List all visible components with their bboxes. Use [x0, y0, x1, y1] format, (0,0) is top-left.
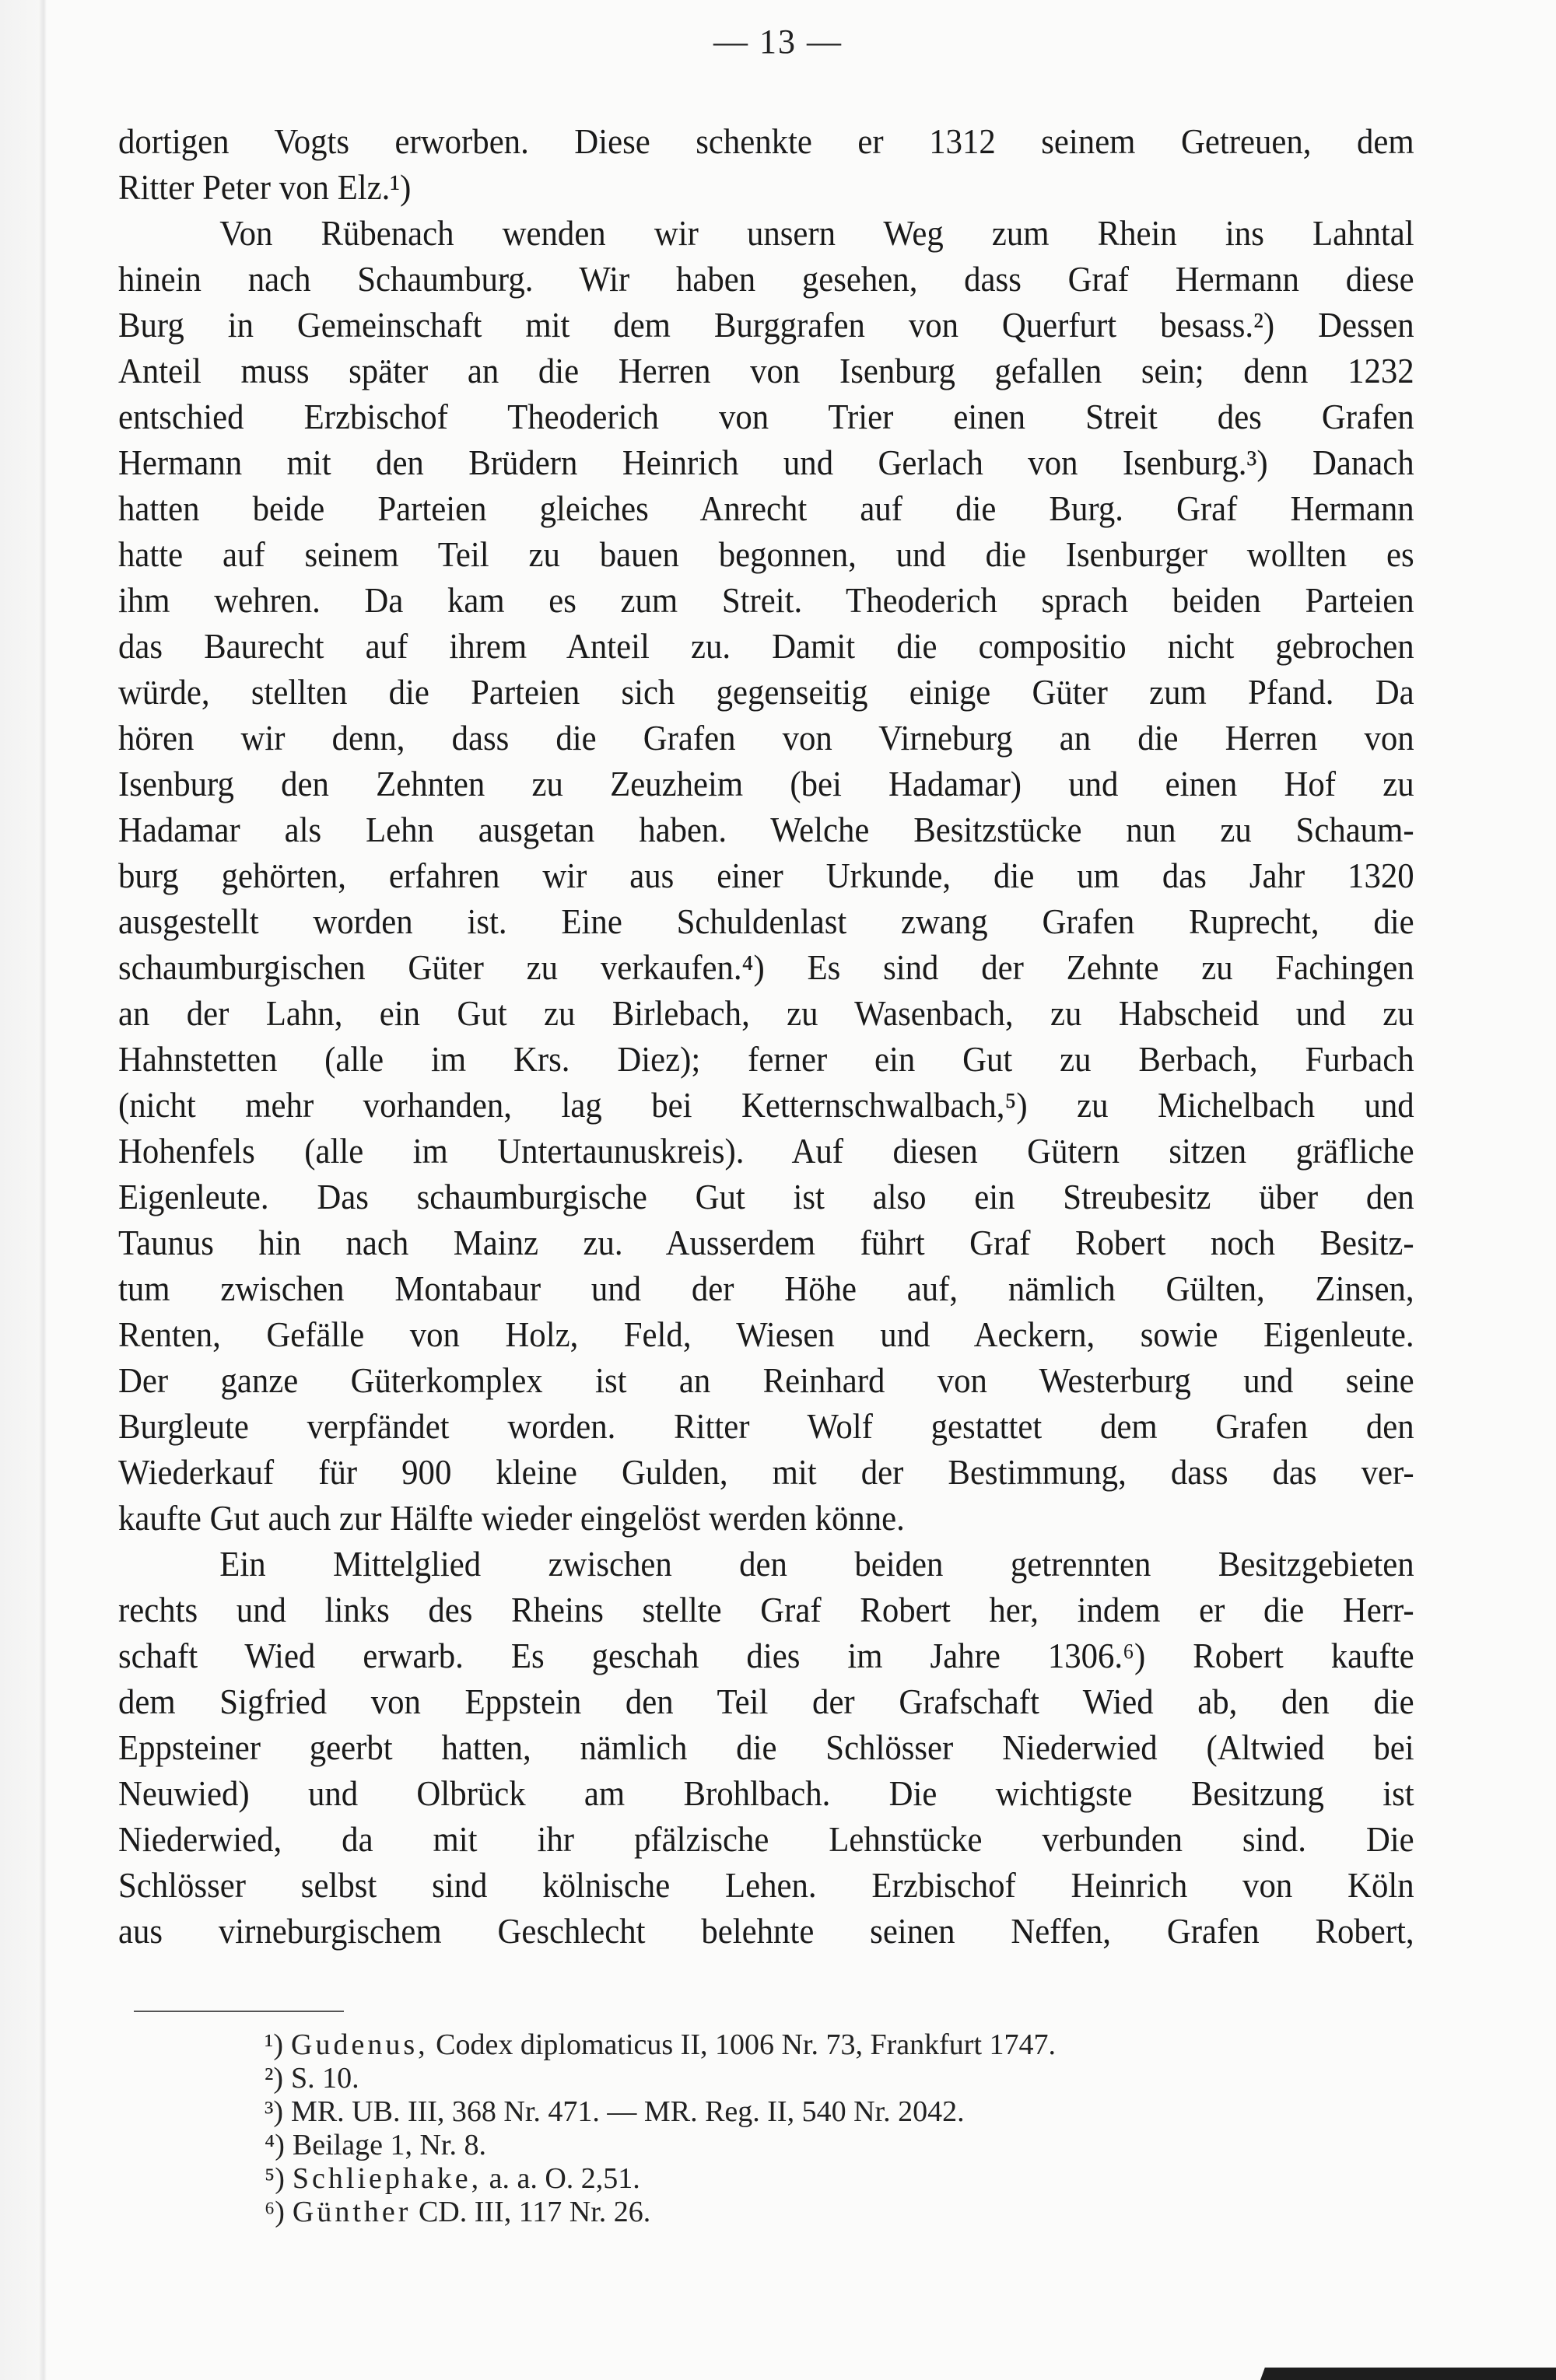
footnote: [265, 2129, 1432, 2162]
scan-shadow-edge: [1260, 2368, 1556, 2380]
text-line: Wiederkauf für 900 kleine Gulden, mit der Bestimmung, dass das ver-: [118, 1452, 1414, 1492]
text-line: Taunus hin nach Mainz zu. Ausserdem führt Graf Robert noch Besitz-: [118, 1223, 1414, 1262]
text-line: hatten beide Parteien gleiches Anrecht auf die Burg. Graf Hermann: [118, 488, 1414, 528]
text-line: Niederwied, da mit ihr pfälzische Lehnstücke verbunden sind. Die: [118, 1819, 1414, 1859]
footnote-text: a. a. O. 2,51.: [482, 2162, 640, 2195]
text-line: burg gehörten, erfahren wir aus einer Urkunde, die um das Jahr 1320: [118, 856, 1414, 895]
text-line: Isenburg den Zehnten zu Zeuzheim (bei Hadamar) und einen Hof zu: [118, 764, 1414, 803]
text-line: Anteil muss später an die Herren von Isenburg gefallen sein; denn 1232: [118, 351, 1414, 390]
footnote-text: Beilage 1, Nr. 8.: [292, 2129, 486, 2161]
footnote-marker: ¹): [265, 2028, 284, 2061]
text-line: hatte auf seinem Teil zu bauen begonnen, und die Isenburger wollten es: [118, 534, 1414, 574]
text-line: würde, stellten die Parteien sich gegenseitig einige Güter zum Pfand. Da: [118, 672, 1414, 712]
text-line: kaufte Gut auch zur Hälfte wieder eingelöst werden könne.: [118, 1498, 905, 1538]
footnote-text: CD. III, 117 Nr. 26.: [411, 2196, 651, 2228]
text-line: Burg in Gemeinschaft mit dem Burggrafen von Querfurt besass.²) Dessen: [118, 305, 1414, 345]
text-line: Burgleute verpfändet worden. Ritter Wolf gestattet dem Grafen den: [118, 1406, 1414, 1446]
text-line: dortigen Vogts erworben. Diese schenkte er 1312 seinem Getreuen, dem: [118, 121, 1414, 161]
text-line: Hohenfels (alle im Untertaunuskreis). Auf diesen Gütern sitzen gräfliche: [118, 1131, 1414, 1171]
text-line: Neuwied) und Olbrück am Brohlbach. Die wichtigste Besitzung ist: [118, 1773, 1414, 1813]
body-text: [118, 118, 1414, 1954]
footnotes: [265, 2028, 1432, 2229]
text-line: Von Rübenach wenden wir unsern Weg zum Rhein ins Lahntal: [219, 213, 1414, 253]
footnote-marker: ³): [265, 2095, 284, 2128]
text-line: Hahnstetten (alle im Krs. Diez); ferner ein Gut zu Berbach, Furbach: [118, 1039, 1414, 1079]
text-line: schaft Wied erwarb. Es geschah dies im Jahre 1306.⁶) Robert kaufte: [118, 1636, 1414, 1675]
footnote-author: Gudenus,: [291, 2028, 429, 2061]
footnote-marker: ⁶): [265, 2196, 285, 2228]
text-line: Hadamar als Lehn ausgetan haben. Welche Besitzstücke nun zu Schaum-: [118, 810, 1414, 849]
footnote-author: Günther: [292, 2196, 412, 2228]
footnote: [265, 2062, 1432, 2095]
text-line: Der ganze Güterkomplex ist an Reinhard von Westerburg und seine: [118, 1360, 1414, 1400]
footnote-text: MR. UB. III, 368 Nr. 471. — MR. Reg. II, 540 Nr. 2042.: [291, 2095, 965, 2128]
text-line: Renten, Gefälle von Holz, Feld, Wiesen und Aeckern, sowie Eigenleute.: [118, 1314, 1414, 1354]
text-line: Ritter Peter von Elz.¹): [118, 167, 412, 207]
text-line: aus virneburgischem Geschlecht belehnte seinen Neffen, Grafen Robert,: [118, 1911, 1414, 1951]
footnote-author: Schliephake,: [292, 2162, 482, 2195]
footnote: [265, 2196, 1432, 2229]
footnote: [265, 2162, 1432, 2196]
text-line: Eigenleute. Das schaumburgische Gut ist also ein Streubesitz über den: [118, 1177, 1414, 1216]
page-number: — 13 —: [713, 23, 843, 61]
footnote-marker: ⁵): [265, 2162, 285, 2195]
footnote: [265, 2095, 1432, 2129]
text-line: das Baurecht auf ihrem Anteil zu. Damit die compositio nicht gebrochen: [118, 626, 1414, 666]
footnote-marker: ⁴): [265, 2129, 285, 2161]
text-line: schaumburgischen Güter zu verkaufen.⁴) Es sind der Zehnte zu Fachingen: [118, 947, 1414, 987]
footnote-divider: [134, 2011, 344, 2012]
footnote: [265, 2028, 1432, 2062]
text-line: dem Sigfried von Eppstein den Teil der Grafschaft Wied ab, den die: [118, 1682, 1414, 1721]
text-line: hinein nach Schaumburg. Wir haben gesehen, dass Graf Hermann diese: [118, 259, 1414, 299]
text-line: entschied Erzbischof Theoderich von Trier einen Streit des Grafen: [118, 397, 1414, 436]
text-line: Hermann mit den Brüdern Heinrich und Gerlach von Isenburg.³) Danach: [118, 443, 1414, 482]
text-line: Eppsteiner geerbt hatten, nämlich die Schlösser Niederwied (Altwied bei: [118, 1727, 1414, 1767]
page-gutter-edge: [0, 0, 47, 2380]
text-line: tum zwischen Montabaur und der Höhe auf, nämlich Gülten, Zinsen,: [118, 1269, 1414, 1308]
text-line: ausgestellt worden ist. Eine Schuldenlast zwang Grafen Ruprecht, die: [118, 901, 1414, 941]
text-line: Ein Mittelglied zwischen den beiden getrennten Besitzgebieten: [219, 1544, 1414, 1584]
footnote-marker: ²): [265, 2062, 284, 2095]
footnote-text: S. 10.: [291, 2062, 359, 2095]
text-line: ihm wehren. Da kam es zum Streit. Theoderich sprach beiden Parteien: [118, 580, 1414, 620]
text-line: Schlösser selbst sind kölnische Lehen. Erzbischof Heinrich von Köln: [118, 1865, 1414, 1905]
footnote-text: Codex diplomaticus II, 1006 Nr. 73, Frankfurt 1747.: [428, 2028, 1057, 2061]
text-line: (nicht mehr vorhanden, lag bei Ketternschwalbach,⁵) zu Michelbach und: [118, 1085, 1414, 1125]
text-line: rechts und links des Rheins stellte Graf Robert her, indem er die Herr-: [118, 1590, 1414, 1629]
text-line: an der Lahn, ein Gut zu Birlebach, zu Wasenbach, zu Habscheid und zu: [118, 993, 1414, 1033]
text-line: hören wir denn, dass die Grafen von Virneburg an die Herren von: [118, 718, 1414, 758]
